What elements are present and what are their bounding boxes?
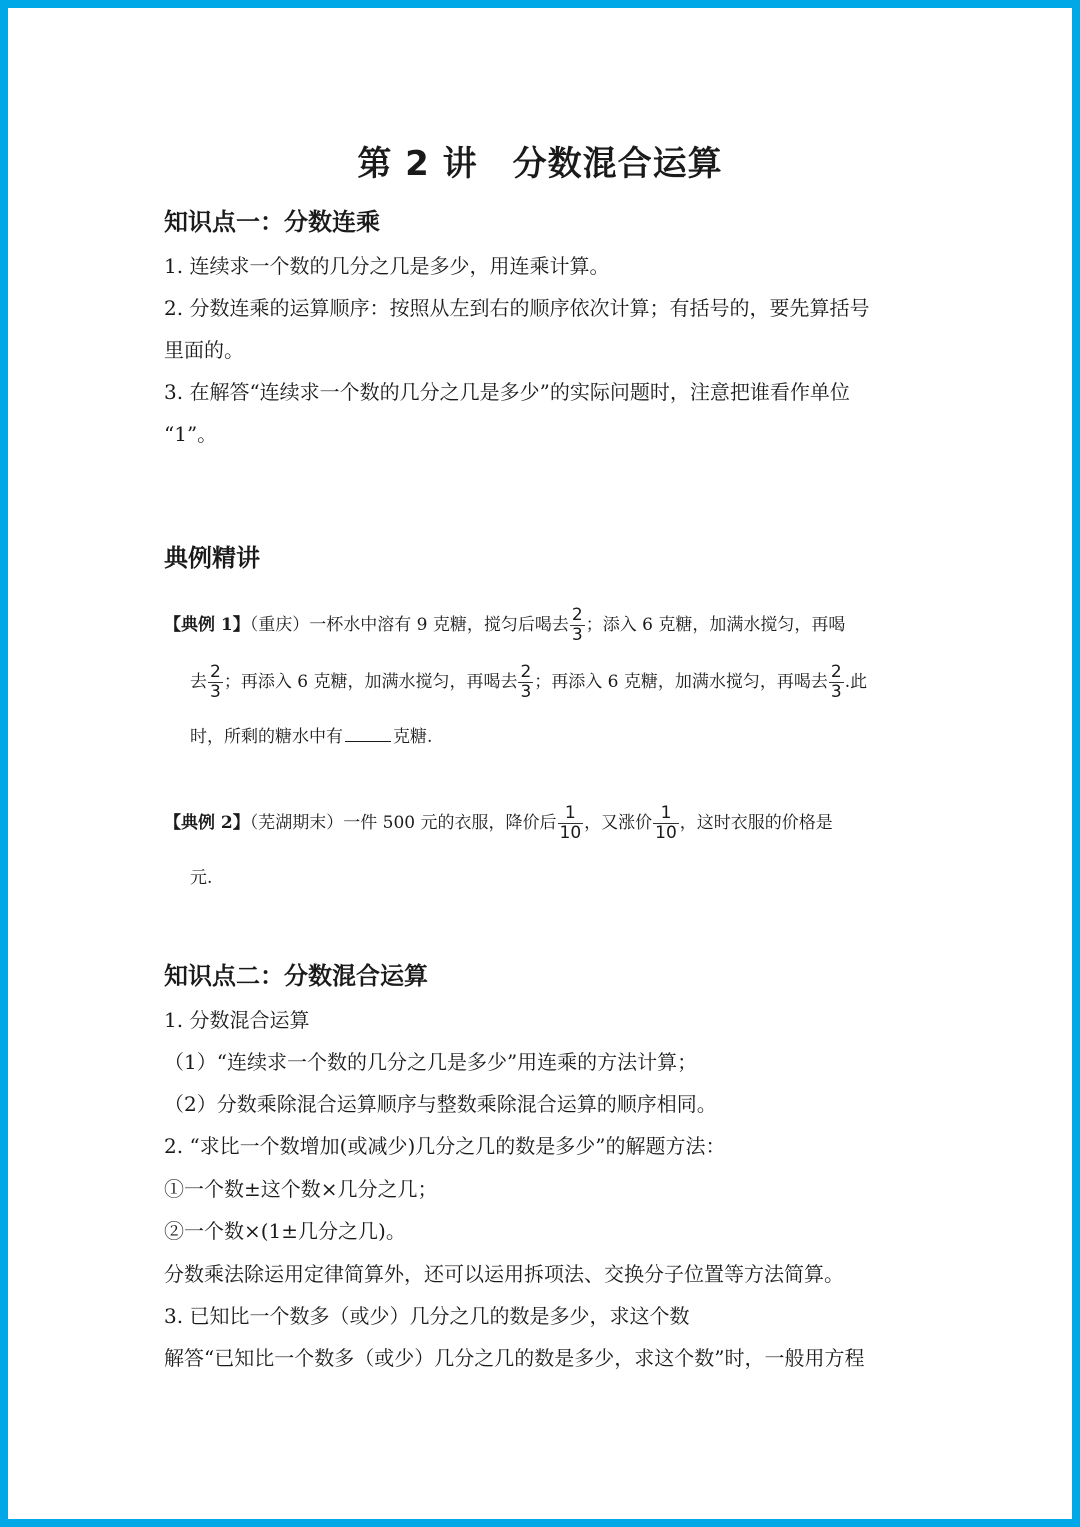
example1-text-3a: 时，所剩的糖水中有 <box>190 727 343 747</box>
section1-heading: 知识点一：分数连乘 <box>164 208 380 236</box>
fraction-two-thirds: $\frac{2}{3}$ <box>210 662 221 702</box>
example1-text-2d: .此 <box>844 672 868 692</box>
example1-tag: 【典例 1】 <box>164 615 250 635</box>
examples-heading: 典例精讲 <box>164 544 260 572</box>
section1-point-3-line-1: 3. 在解答“连续求一个数的几分之几是多少”的实际问题时，注意把谁看作单位 <box>164 380 850 404</box>
section2-line: 分数乘法除运用定律简算外，还可以运用拆项法、交换分子位置等方法简算。 <box>164 1262 844 1286</box>
fraction-one-tenth: $\frac{1}{10}$ <box>655 803 677 843</box>
example1-line-1 <box>164 606 845 645</box>
example1-text-2a: 去 <box>190 672 207 692</box>
page-title: 第 2 讲 分数混合运算 <box>357 144 723 184</box>
example2-line-2: 元. <box>190 868 213 888</box>
section1-point-2-line-1: 2. 分数连乘的运算顺序：按照从左到右的顺序依次计算；有括号的，要先算括号 <box>164 296 870 320</box>
example2-text-1c: ，这时衣服的价格是 <box>679 813 833 833</box>
section2-heading: 知识点二：分数混合运算 <box>164 962 428 990</box>
section2-line: 3. 已知比一个数多（或少）几分之几的数是多少，求这个数 <box>164 1304 690 1328</box>
example1-line-3 <box>190 723 432 751</box>
example2-text-1b: ，又涨价 <box>584 813 653 833</box>
example1-text-1b: ；添入 6 克糖，加满水搅匀，再喝 <box>585 615 846 635</box>
section1-point-3-line-2: “1”。 <box>164 422 218 446</box>
answer-blank[interactable] <box>345 723 391 742</box>
section2-line: ①一个数±这个数×几分之几； <box>164 1177 438 1201</box>
section1-point-1: 1. 连续求一个数的几分之几是多少，用连乘计算。 <box>164 254 610 278</box>
example1-line-2 <box>190 663 867 702</box>
fraction-one-tenth: $\frac{1}{10}$ <box>559 803 582 843</box>
section2-line: 2. “求比一个数增加(或减少)几分之几的数是多少”的解题方法： <box>164 1134 726 1158</box>
section1-point-2-line-2: 里面的。 <box>164 338 244 362</box>
section2-line: （2）分数乘除混合运算顺序与整数乘除混合运算的顺序相同。 <box>164 1092 717 1116</box>
example1-text-2c: ；再添入 6 克糖，加满水搅匀，再喝去 <box>534 672 828 692</box>
example1-text-2b: ；再添入 6 克糖，加满水搅匀，再喝去 <box>223 672 518 692</box>
example2-line-1 <box>164 804 833 843</box>
example2-text-1a: （芜湖期末）一件 500 元的衣服，降价后 <box>249 813 557 833</box>
example2-tag: 【典例 2】 <box>164 813 250 833</box>
section2-line: （1）“连续求一个数的几分之几是多少”用连乘的方法计算； <box>164 1050 698 1074</box>
section2-line: ②一个数×(1±几分之几)。 <box>164 1219 406 1243</box>
fraction-two-thirds: $\frac{2}{3}$ <box>571 605 583 645</box>
example1-text-3b: 克糖. <box>393 727 433 747</box>
section2-line: 1. 分数混合运算 <box>164 1008 310 1032</box>
section2-line: 解答“已知比一个数多（或少）几分之几的数是多少，求这个数”时，一般用方程 <box>164 1346 865 1370</box>
example1-text-1a: （重庆）一杯水中溶有 9 克糖，搅匀后喝去 <box>249 615 569 635</box>
fraction-two-thirds: $\frac{2}{3}$ <box>520 662 532 702</box>
fraction-two-thirds: $\frac{2}{3}$ <box>830 662 842 702</box>
